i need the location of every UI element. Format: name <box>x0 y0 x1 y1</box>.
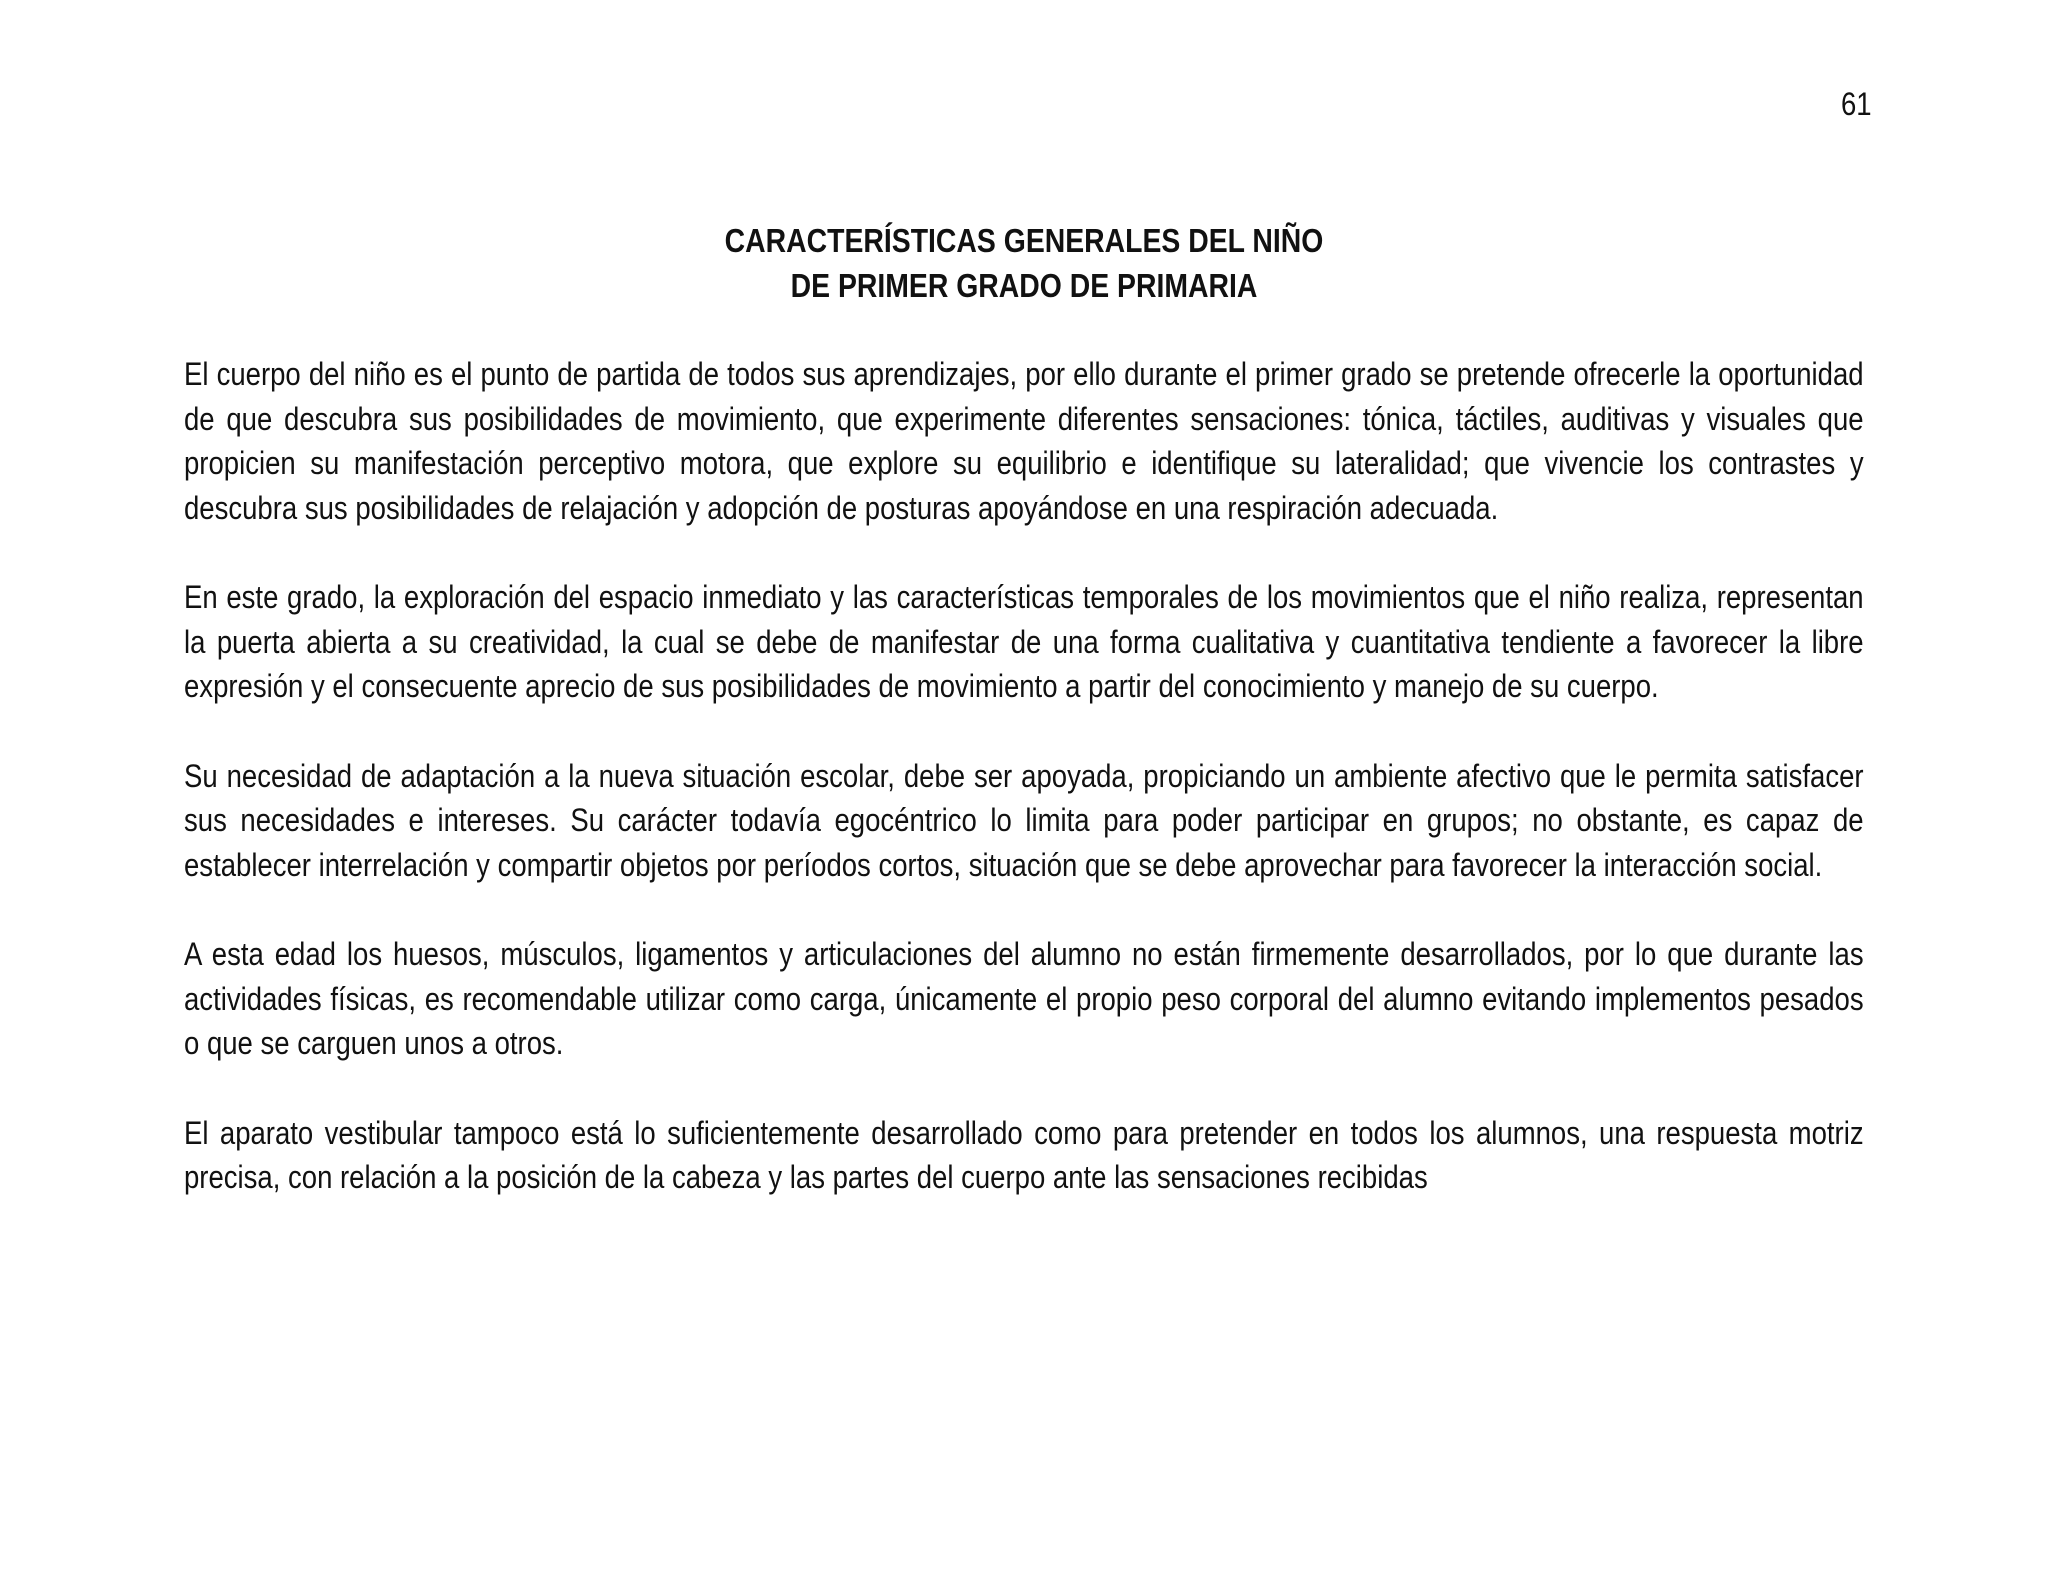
paragraph-3: Su necesidad de adaptación a la nueva situación escolar, debe ser apoyada, propiciando un ambiente afectivo que le permita satisfacer sus necesidades e intereses. Su carácter todavía egocéntrico lo limita para poder participar en grupos; no obstante, es capaz de establecer interrelación y compartir objetos por períodos cortos, situación que se debe aprovechar para favorecer la interacción social. <box>184 757 1864 883</box>
paragraph-5: El aparato vestibular tampoco está lo suficientemente desarrollado como para pretender en todos los alumnos, una respuesta motriz precisa, con relación a la posición de la cabeza y las partes del cuerpo ante las sensaciones recibidas <box>184 1114 1864 1195</box>
page-title <box>184 218 1864 308</box>
paragraph-4: A esta edad los huesos, músculos, ligamentos y articulaciones del alumno no están firmemente desarrollados, por lo que durante las actividades físicas, es recomendable utilizar como carga, únicamente el propio peso corporal del alumno evitando implementos pesados o que se carguen unos a otros. <box>184 936 1864 1061</box>
title-line-1: CARACTERÍSTICAS GENERALES DEL NIÑO <box>724 222 1324 259</box>
paragraph-1: El cuerpo del niño es el punto de partida de todos sus aprendizajes, por ello durante el primer grado se pretende ofrecerle la oportunidad de que descubra sus posibilidades de movimiento, que experimente diferentes sensaciones: tónica, táctiles, auditivas y visuales que propicien su manifestación perceptivo motora, que explore su equilibrio e identifique su lateralidad; que vivencie los contrastes y descubra sus posibilidades de relajación y adopción de posturas apoyándose en una respiración adecuada. <box>184 356 1864 526</box>
paragraph-2: En este grado, la exploración del espacio inmediato y las características temporales de los movimientos que el niño realiza, representan la puerta abierta a su creatividad, la cual se debe de manifestar de una forma cualitativa y cuantitativa tendiente a favorecer la libre expresión y el consecuente aprecio de sus posibilidades de movimiento a partir del conocimiento y manejo de su cuerpo. <box>184 579 1864 704</box>
page-number: 61 <box>1841 86 1872 122</box>
body-text <box>184 352 1864 1245</box>
title-line-2: DE PRIMER GRADO DE PRIMARIA <box>790 267 1258 304</box>
